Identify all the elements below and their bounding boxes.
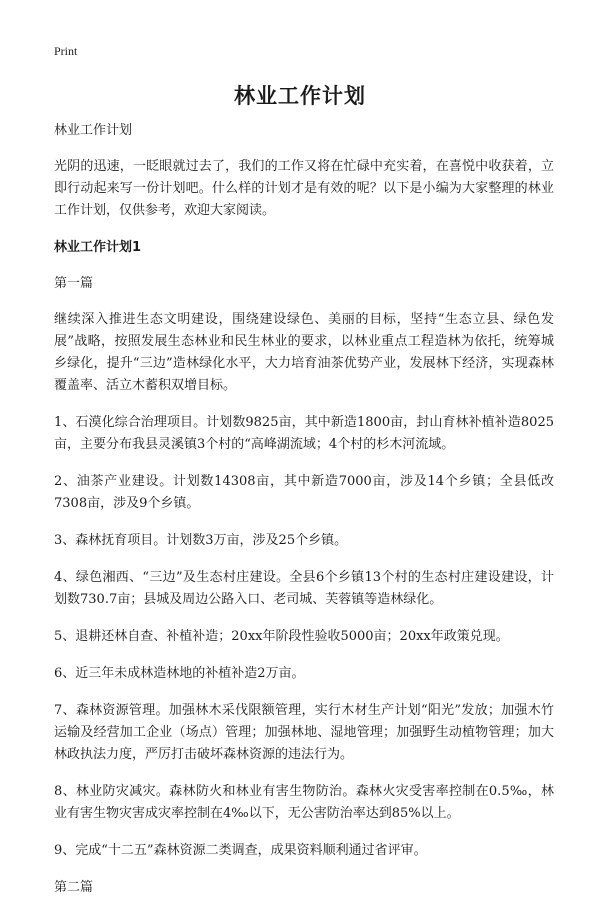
plan-item: 2、油茶产业建设。计划数14308亩，其中新造7000亩，涉及14个乡镇；全县低改7308亩，涉及9个乡镇。	[54, 474, 554, 511]
plan-item: 1、石漠化综合治理项目。计划数9825亩，其中新造1800亩，封山育林补植补造8025亩，主要分布我县灵溪镇3个村的“高峰湖流域；4个村的杉木河流域。	[54, 415, 554, 452]
plan-item: 4、绿色湘西、“三边”及生态村庄建设。全县6个乡镇13个村的生态村庄建设建设，计划数730.7亩；县城及周边公路入口、老司城、芙蓉镇等造林绿化。	[54, 570, 554, 607]
document-title: 林业工作计划	[234, 84, 366, 108]
plan-item: 3、森林抚育项目。计划数3万亩，涉及25个乡镇。	[54, 533, 348, 548]
plan-item: 6、近三年未成林造林地的补植补造2万亩。	[54, 666, 305, 681]
print-label: Print	[54, 44, 78, 58]
plan-item-list	[54, 412, 554, 862]
section-heading: 林业工作计划1	[54, 240, 142, 255]
plan-item: 5、退耕还林自查、补植补造；20xx年阶段性验收5000亩；20xx年政策兑现。	[54, 629, 509, 644]
part-two-heading: 第二篇	[54, 880, 94, 895]
part-one-intro: 继续深入推进生态文明建设，围绕建设绿色、美丽的目标，坚持“生态立县、绿色发展”战略，按照发展生态林业和民生林业的要求，以林业重点工程造林为依托，统筹城乡绿化，提升“三边”造林绿化水平，大力培育油茶优势产业，发展林下经济，实现森林覆盖率、活立木蓄积双增目标。	[54, 312, 554, 393]
document-body	[54, 120, 554, 913]
document-subtitle: 林业工作计划	[54, 123, 133, 138]
plan-item: 7、森林资源管理。加强林木采伐限额管理，实行木材生产计划“阳光”发放；加强木竹运输及经营加工企业（场点）管理；加强林地、湿地管理；加强野生动植物管理；加大林政执法力度，严厉打击破坏森林资源的违法行为。	[54, 703, 554, 762]
plan-item: 9、完成“十二五”森林资源二类调查，成果资料顺利通过省评审。	[54, 843, 427, 858]
intro-paragraph: 光阴的迅速，一眨眼就过去了，我们的工作又将在忙碌中充实着，在喜悦中收获着，立即行动起来写一份计划吧。什么样的计划才是有效的呢？以下是小编为大家整理的林业工作计划，仅供参考，欢迎大家阅读。	[54, 159, 554, 218]
plan-item: 8、林业防灾减灾。森林防火和林业有害生物防治。森林火灾受害率控制在0.5‰，林业有害生物灾害成灾率控制在4‰以下，无公害防治率达到85%以上。	[54, 784, 554, 821]
part-one-heading: 第一篇	[54, 276, 94, 291]
